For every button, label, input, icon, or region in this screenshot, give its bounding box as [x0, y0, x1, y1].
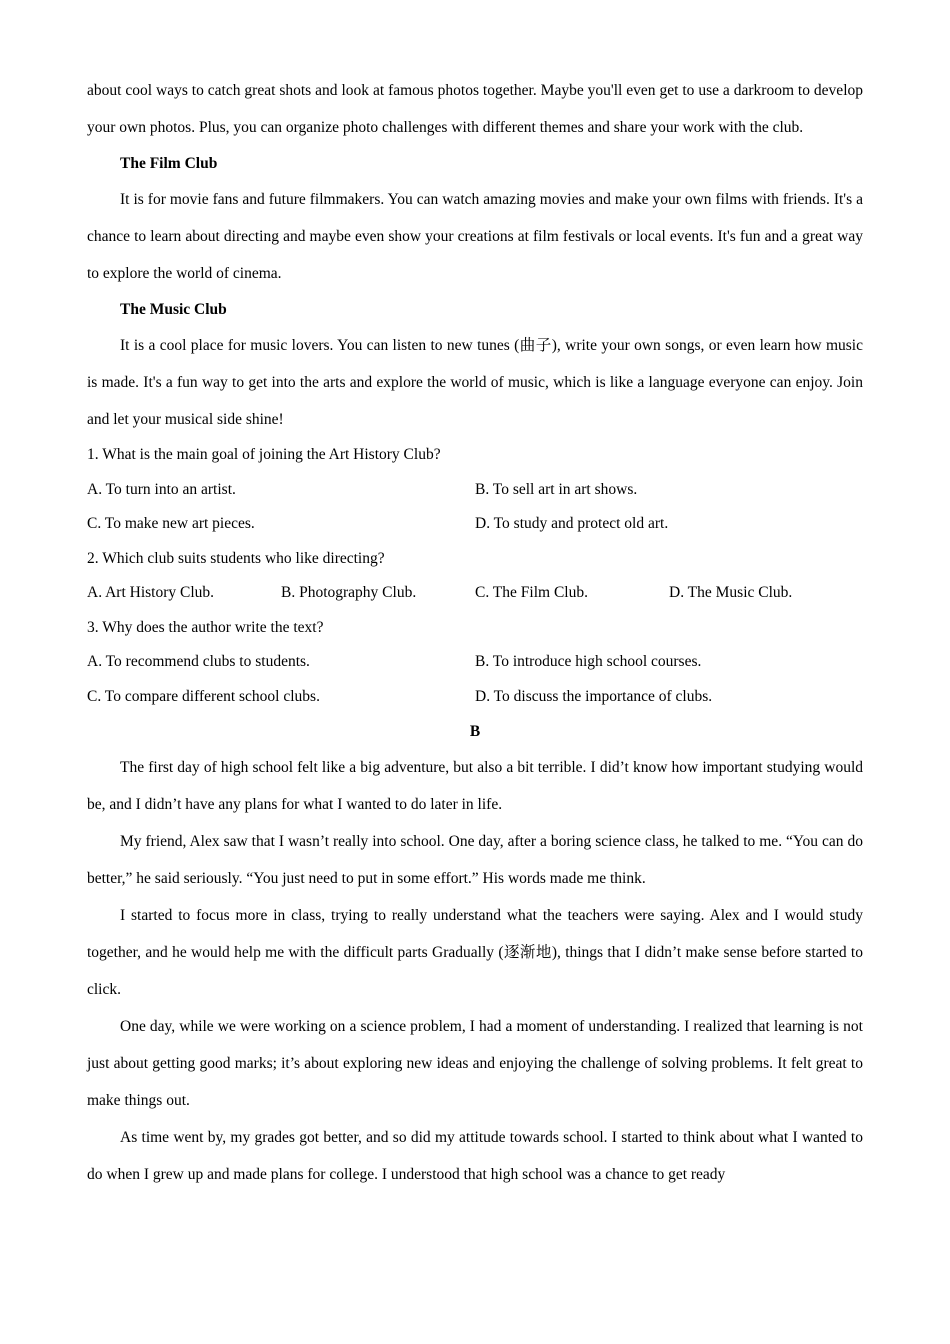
- question-2: [87, 542, 863, 611]
- passage-b-paragraph: One day, while we were working on a science problem, I had a moment of understanding. I realized that learning is not just about getting good marks; it’s about exploring new ideas and enjoying the challenge of solving problems. It felt great to make things out.: [87, 1018, 863, 1109]
- music-club-text: It is a cool place for music lovers. You can listen to new tunes (曲子), write your own songs, or even learn how music is made. It's a fun way to get into the arts and explore the world of music, which is like a language everyone can enjoy. Join and let your musical side shine!: [87, 337, 863, 428]
- option-c: C. To compare different school clubs.: [87, 687, 320, 705]
- option-a: A. Art History Club.: [87, 584, 215, 601]
- passage-b-paragraph: As time went by, my grades got better, and so did my attitude towards school. I started to think about what I wanted to do when I grew up and made plans for college. I understood that high school was a chance to get ready: [87, 1129, 863, 1183]
- option-c: C. The Film Club.: [475, 584, 588, 601]
- document-page: [87, 72, 863, 1193]
- option-b: B. To introduce high school courses.: [475, 653, 702, 670]
- music-club-heading: The Music Club: [120, 301, 227, 318]
- film-club-text: It is for movie fans and future filmmakers. You can watch amazing movies and make your own films with friends. It's a chance to learn about directing and maybe even show your creations at film festivals or local events. It's fun and a great way to explore the world of cinema.: [87, 191, 863, 282]
- option-b: B. To sell art in art shows.: [475, 480, 638, 498]
- question-options: [87, 645, 863, 714]
- option-a: A. To turn into an artist.: [87, 480, 236, 498]
- option-b: B. Photography Club.: [281, 584, 417, 601]
- question-stem: 3. Why does the author write the text?: [87, 618, 324, 636]
- question-3: [87, 611, 863, 715]
- passage-b-title: B: [469, 723, 481, 740]
- question-stem: 2. Which club suits students who like directing?: [87, 549, 385, 567]
- question-1: [87, 438, 863, 542]
- option-d: D. To study and protect old art.: [475, 515, 669, 532]
- option-d: D. To discuss the importance of clubs.: [475, 687, 713, 705]
- question-options: [87, 576, 863, 611]
- question-options: [87, 473, 863, 542]
- passage-b-paragraph: I started to focus more in class, trying to really understand what the teachers were saying. Alex and I would study together, and he would help me with the difficult parts Gradually (逐渐地), things that I didn’t make sense before started to click.: [87, 907, 863, 998]
- passage-b-paragraph: My friend, Alex saw that I wasn’t really into school. One day, after a boring science class, he talked to me. “You can do better,” he said seriously. “You just need to put in some effort.” His words made me think.: [87, 833, 863, 887]
- option-d: D. The Music Club.: [669, 584, 793, 601]
- photography-club-continued: about cool ways to catch great shots and look at famous photos together. Maybe you'll even get to use a darkroom to develop your own photos. Plus, you can organize photo challenges with different themes and share your work with the club.: [87, 82, 863, 136]
- option-c: C. To make new art pieces.: [87, 515, 255, 532]
- passage-b-paragraph: The first day of high school felt like a big adventure, but also a bit terrible. I did’t know how important studying would be, and I didn’t have any plans for what I wanted to do later in life.: [87, 759, 863, 813]
- film-club-heading: The Film Club: [120, 155, 218, 172]
- option-a: A. To recommend clubs to students.: [87, 653, 310, 670]
- question-stem: 1. What is the main goal of joining the Art History Club?: [87, 446, 441, 463]
